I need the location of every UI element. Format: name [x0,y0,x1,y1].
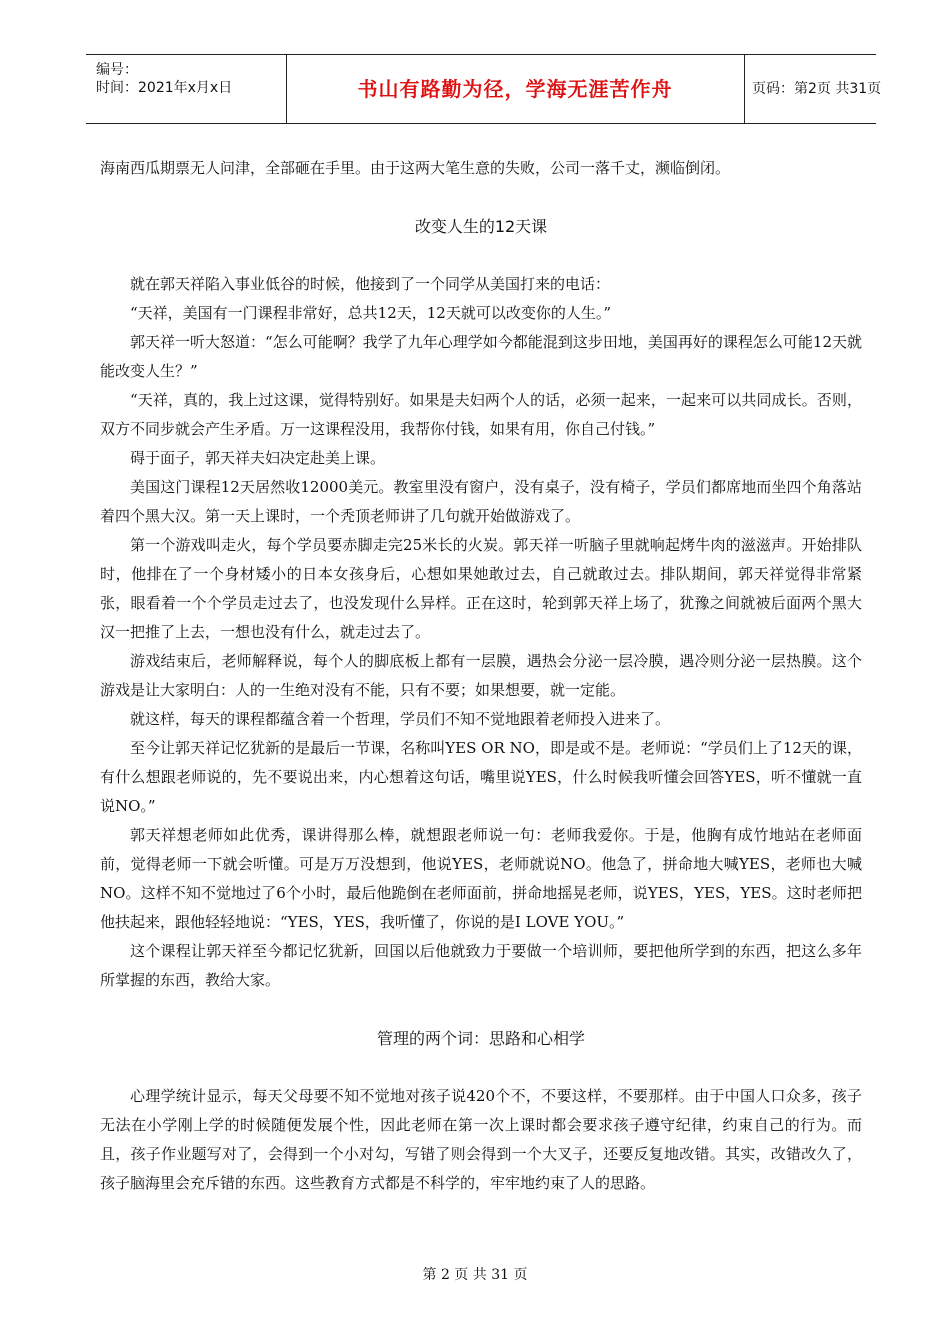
document-body [100,154,862,1198]
page-header [86,54,882,124]
document-date-label: 时间：2021年x月x日 [96,80,233,96]
body-paragraph: “天祥，真的，我上过这课，觉得特别好。如果是夫妇两个人的话，必须一起来，一起来可以共同成长。否则，双方不同步就会产生矛盾。万一这课程没用，我帮你付钱，如果有用，你自己付钱。” [100,391,862,438]
body-paragraph: 这个课程让郭天祥至今都记忆犹新，回国以后他就致力于要做一个培训师，要把他所学到的东西，把这么多年所掌握的东西，教给大家。 [100,942,862,989]
header-motto-cell [286,55,745,123]
page-footer [0,1266,950,1284]
body-paragraph: 郭天祥想老师如此优秀，课讲得那么棒，就想跟老师说一句：老师我爱你。于是，他胸有成竹地站在老师面前，觉得老师一下就会听懂。可是万万没想到，他说YES，老师就说NO。他急了，拼命地大喊YES，老师也大喊NO。这样不知不觉地过了6个小时，最后他跪倒在老师面前，拼命地摇晃老师，说YES，YES，YES。这时老师把他扶起来，跟他轻轻地说：“YES，YES，我听懂了，你说的是I LOVE YOU。” [100,826,862,931]
header-motto: 书山有路勤为径，学海无涯苦作舟 [357,77,673,101]
header-page-info: 页码：第2页 共31页 [752,81,882,97]
body-paragraph: 游戏结束后，老师解释说，每个人的脚底板上都有一层膜，遇热会分泌一层冷膜，遇冷则分泌一层热膜。这个游戏是让大家明白：人的一生绝对没有不能，只有不要；如果想要，就一定能。 [100,652,862,699]
header-meta-cell [86,55,287,123]
body-paragraph: 郭天祥一听大怒道：“怎么可能啊？我学了九年心理学如今都能混到这步田地，美国再好的课程怎么可能12天就能改变人生？” [100,333,862,380]
section-title-12-day-course: 改变人生的12天课 [414,217,548,236]
body-paragraph: 心理学统计显示，每天父母要不知不觉地对孩子说420个不，不要这样，不要那样。由于中国人口众多，孩子无法在小学刚上学的时候随便发展个性，因此老师在第一次上课时都会要求孩子遵守纪律，约束自己的行为。而且，孩子作业题写对了，会得到一个小对勾，写错了则会得到一个大叉子，还要反复地改错。其实，改错改久了，孩子脑海里会充斥错的东西。这些教育方式都是不科学的，牢牢地约束了人的思路。 [100,1087,862,1192]
body-paragraph: 美国这门课程12天居然收12000美元。教室里没有窗户，没有桌子，没有椅子，学员们都席地而坐四个角落站着四个黑大汉。第一天上课时，一个秃顶老师讲了几句就开始做游戏了。 [100,478,862,525]
body-paragraph: 至今让郭天祥记忆犹新的是最后一节课，名称叫YES OR NO，即是或不是。老师说：“学员们上了12天的课，有什么想跟老师说的，先不要说出来，内心想着这句话，嘴里说YES，什么时候我听懂会回答YES，听不懂就一直说NO。” [100,739,862,815]
section-management [100,1082,862,1198]
footer-page-number: 第 2 页 共 31 页 [422,1267,528,1283]
section-12-day-course [100,270,862,995]
body-paragraph: 碍于面子，郭天祥夫妇决定赴美上课。 [130,449,386,467]
body-paragraph: “天祥，美国有一门课程非常好，总共12天，12天就可以改变你的人生。” [130,304,612,322]
body-paragraph: 第一个游戏叫走火，每个学员要赤脚走完25米长的火炭。郭天祥一听脑子里就响起烤牛肉的滋滋声。开始排队时，他排在了一个身材矮小的日本女孩身后，心想如果她敢过去，自己就敢过去。排队期间，郭天祥觉得非常紧张，眼看着一个个学员走过去了，也没发现什么异样。正在这时，轮到郭天祥上场了，犹豫之间就被后面两个黑大汉一把推了上去，一想也没有什么，就走过去了。 [100,536,862,641]
header-page-cell [744,55,882,123]
body-paragraph: 就在郭天祥陷入事业低谷的时候，他接到了一个同学从美国打来的电话： [130,275,611,293]
section-title-management: 管理的两个词：思路和心相学 [376,1029,585,1048]
intro-paragraph: 海南西瓜期票无人问津，全部砸在手里。由于这两大笔生意的失败，公司一落千丈，濒临倒闭。 [100,159,731,177]
document-number-label: 编号： [96,62,138,78]
body-paragraph: 就这样，每天的课程都蕴含着一个哲理，学员们不知不觉地跟着老师投入进来了。 [130,710,671,728]
